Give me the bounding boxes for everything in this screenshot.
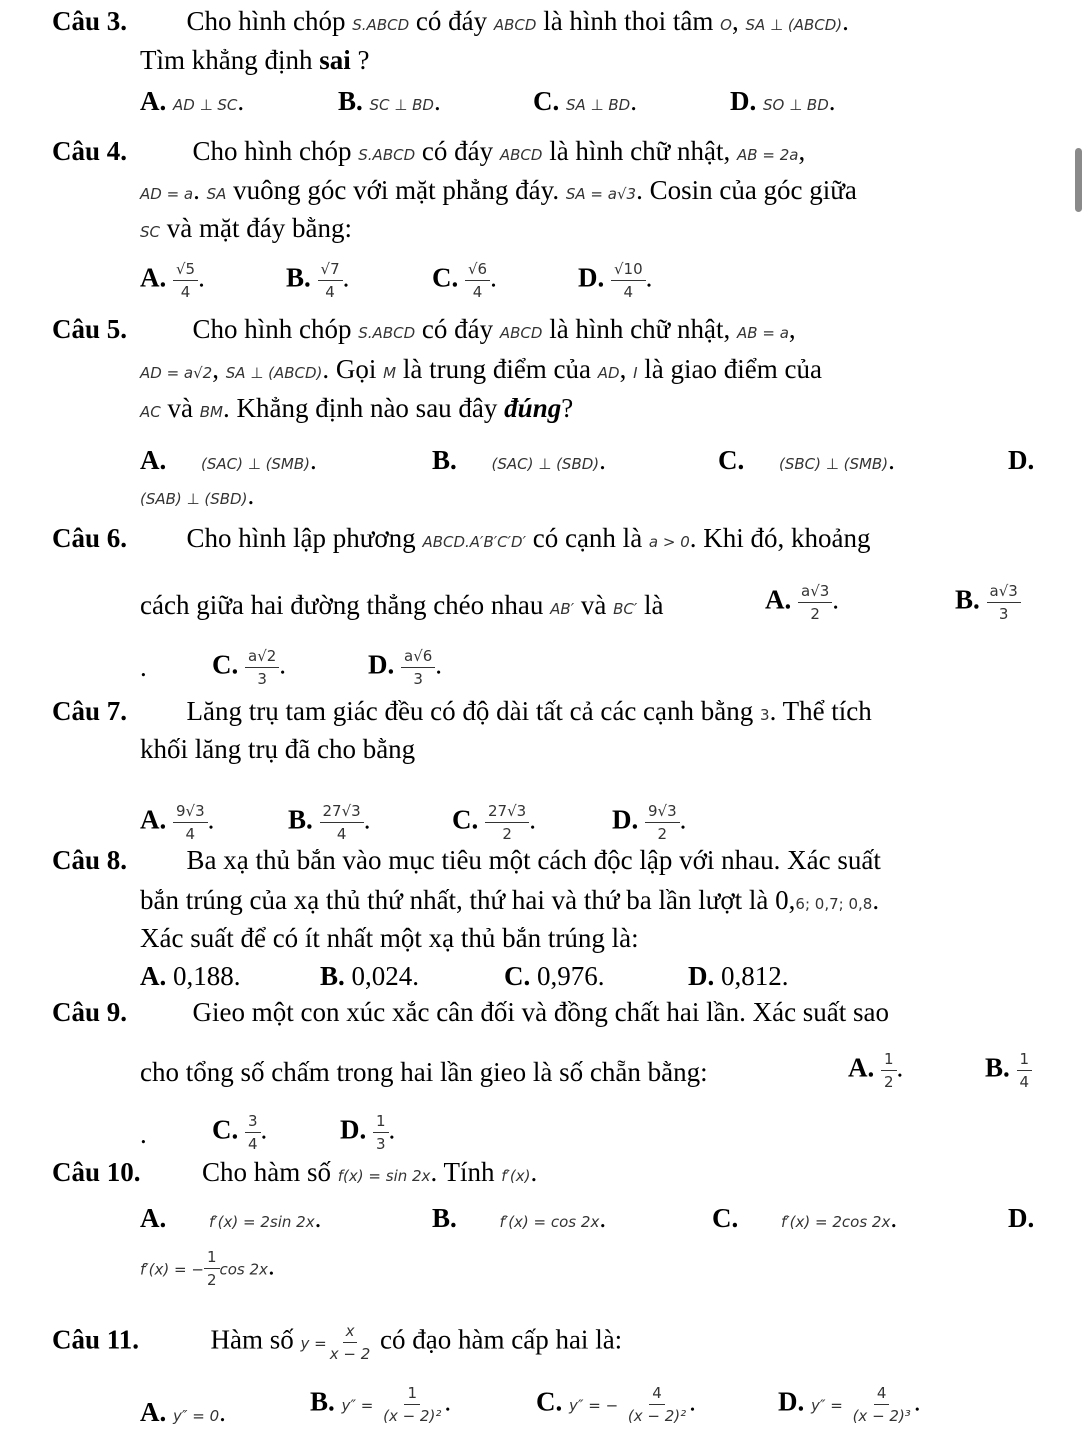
q7-d-n: 9√3 <box>645 800 680 823</box>
q9-a-d: 2 <box>884 1073 894 1091</box>
q6-b: B. <box>955 584 980 615</box>
q3-d: D. <box>730 86 757 116</box>
q5-t8: , <box>619 354 627 384</box>
q4-option-c[interactable]: C. $\frac{√6}{4}$ . <box>432 260 497 301</box>
q3-line2b: sai <box>319 45 351 75</box>
q6-m4: AB′ <box>550 600 575 618</box>
q8-t1: Ba xạ thủ bắn vào mục tiêu một cách độc lập với nhau. Xác suất <box>186 845 881 875</box>
q4-line2 <box>140 173 857 211</box>
q10-d-n: 1 <box>204 1246 220 1269</box>
q11-option-d[interactable]: D. y″ = $\frac{4}{\text{(x − 2)³}}$ . <box>778 1384 921 1425</box>
q9-line1 <box>52 995 889 1029</box>
q6-c: C. <box>212 649 239 680</box>
q5-line1 <box>52 312 796 350</box>
q4-a: A. <box>140 262 167 293</box>
q3-option-b[interactable]: B. SC ⊥ BD. <box>338 86 441 116</box>
q11-m1-n: x <box>343 1320 358 1343</box>
q4-line1 <box>52 134 805 172</box>
q5-line2 <box>140 352 822 390</box>
q6-a: A. <box>765 584 792 615</box>
fraction <box>1017 1048 1033 1093</box>
q8-a: A. <box>140 961 167 991</box>
scrollbar[interactable] <box>1075 148 1082 212</box>
q3-c: C. <box>533 86 560 116</box>
q5-t2: có đáy <box>421 314 494 344</box>
q11-d-n: 4 <box>874 1382 890 1405</box>
q11-t2: có đạo hàm cấp hai là: <box>380 1324 623 1355</box>
q5-m8: I <box>633 364 638 382</box>
q8-option-c[interactable] <box>504 959 605 993</box>
fraction <box>798 580 832 625</box>
q8-line3 <box>140 921 639 955</box>
q10-option-c[interactable]: C. f′(x) = 2cos 2x. <box>712 1203 898 1233</box>
q10-t3: . <box>530 1157 538 1187</box>
q4-t7: . Cosin của góc giữa <box>636 175 857 205</box>
q11-c: C. <box>536 1386 563 1417</box>
q4-m6: SA = a√3 <box>565 185 637 203</box>
q10-c: C. <box>712 1203 739 1233</box>
q9-label: Câu 9. <box>52 997 128 1027</box>
q8-d-v: 0,812. <box>721 961 789 991</box>
q10-a: A. <box>140 1203 167 1233</box>
q3-t5: . <box>842 6 849 36</box>
q7-t1: Lăng trụ tam giác đều có độ dài tất cả các cạnh bằng <box>186 696 754 726</box>
q11-m1-d: x − 2 <box>329 1345 371 1363</box>
q6-b-n: a√3 <box>987 580 1021 603</box>
q6-option-d[interactable]: D. $\frac{a√6}{3}$ . <box>368 647 443 688</box>
q6-option-a[interactable]: A. $\frac{a√3}{2}$ . <box>765 582 840 623</box>
q3-t3: là hình thoi tâm <box>543 6 714 36</box>
q11-c-m: y″ = − <box>569 1396 619 1415</box>
q6-d: D. <box>368 649 395 680</box>
q4-t1: Cho hình chóp <box>192 136 352 166</box>
q7-b-d: 4 <box>336 825 347 843</box>
fraction <box>245 645 279 690</box>
q8-t2: bắn trúng của xạ thủ thứ nhất, thứ hai và thứ ba lần lượt là 0, <box>140 885 796 915</box>
q11-b-d: (x − 2)² <box>383 1407 442 1425</box>
q6-t6: là <box>644 590 664 620</box>
q9-option-a[interactable]: A. $\frac{1}{2}$ . <box>848 1050 904 1091</box>
q6-c-n: a√2 <box>245 645 279 668</box>
fraction <box>173 258 198 303</box>
q7-d-d: 2 <box>657 825 668 843</box>
q3-m1: S.ABCD <box>352 16 410 34</box>
q3-t2: có đáy <box>415 6 488 36</box>
fraction <box>173 800 208 845</box>
q9-a: A. <box>848 1052 875 1083</box>
fraction <box>245 1110 261 1155</box>
q11-line1 <box>52 1320 622 1365</box>
q7-a-d: 4 <box>185 825 196 843</box>
q11-a: A. <box>140 1397 167 1427</box>
q11-c-d: (x − 2)² <box>627 1407 687 1425</box>
q5-option-b[interactable]: B. (SAC) ⊥ (SBD). <box>432 445 606 475</box>
q9-d-d: 3 <box>376 1135 386 1153</box>
q6-t1: Cho hình lập phương <box>186 523 416 553</box>
q7-option-d[interactable]: D. $\frac{9√3}{2}$ . <box>612 802 687 843</box>
q4-t8: và mặt đáy bằng: <box>166 213 352 243</box>
q4-c-d: 4 <box>472 283 483 301</box>
fraction <box>850 1382 914 1427</box>
q11-c-n: 4 <box>649 1382 665 1405</box>
q7-c-n: 27√3 <box>485 800 529 823</box>
q4-m2: ABCD <box>499 146 543 164</box>
q10-b: B. <box>432 1203 457 1233</box>
q10-m2: f′(x) <box>501 1167 531 1185</box>
q5-m1: S.ABCD <box>358 324 416 342</box>
q9-a-n: 1 <box>881 1048 897 1071</box>
q7-a-n: 9√3 <box>173 800 208 823</box>
q10-option-d-label[interactable] <box>1008 1201 1034 1235</box>
fraction <box>645 800 680 845</box>
q4-option-b[interactable]: B. $\frac{√7}{4}$ . <box>286 260 350 301</box>
q3-option-a[interactable]: A. AD ⊥ SC. <box>140 86 245 116</box>
q11-label: Câu 11. <box>52 1324 140 1355</box>
q9-option-b[interactable] <box>985 1048 1032 1093</box>
q5-c-m: (SBC) ⊥ (SMB) <box>779 455 889 473</box>
q8-m2: 6; 0,7; 0,8 <box>795 895 873 913</box>
q5-a: A. <box>140 445 167 475</box>
q5-t1: Cho hình chóp <box>192 314 352 344</box>
q5-t10: và <box>167 393 193 423</box>
q10-m1: f(x) = sin 2x <box>337 1167 431 1185</box>
q4-c: C. <box>432 262 459 293</box>
q11-a-m: y″ = 0 <box>173 1407 220 1425</box>
q7-option-c[interactable]: C. $\frac{27√3}{2}$ . <box>452 802 536 843</box>
q7-c-d: 2 <box>502 825 512 843</box>
q10-d-dd: 2 <box>206 1271 217 1289</box>
q4-c-n: √6 <box>465 258 490 281</box>
q6-option-c[interactable]: C. $\frac{a√2}{3}$ . <box>212 647 287 688</box>
q4-m7: SC <box>140 223 160 241</box>
q5-line3 <box>140 391 573 429</box>
q6-t4: cách giữa hai đường thẳng chéo nhau <box>140 590 544 620</box>
fraction <box>881 1048 897 1093</box>
q5-t12: đúng <box>504 393 562 423</box>
q5-b-m: (SAC) ⊥ (SBD) <box>491 455 600 473</box>
q4-option-d[interactable]: D. $\frac{√10}{4}$ . <box>578 260 653 301</box>
q5-m6: M <box>383 364 397 382</box>
q10-label: Câu 10. <box>52 1157 141 1187</box>
q7-t3: khối lăng trụ đã cho bằng <box>140 734 416 764</box>
q10-option-b[interactable]: B. f′(x) = cos 2x. <box>432 1203 607 1233</box>
q6-d-d: 3 <box>413 670 423 688</box>
q8-b-v: 0,024. <box>351 961 420 991</box>
q9-t1: Gieo một con xúc xắc cân đối và đồng chất hai lần. Xác suất sao <box>192 997 890 1027</box>
q6-option-b[interactable] <box>955 580 1021 625</box>
fraction <box>401 645 435 690</box>
q5-t6: . Gọi <box>322 354 377 384</box>
q5-m5: SA ⊥ (ABCD) <box>225 364 323 382</box>
q3-d-m: SO ⊥ BD <box>763 96 829 114</box>
q6-line2 <box>140 588 664 626</box>
q10-d: D. <box>1008 1203 1035 1233</box>
q3-line1 <box>52 4 849 42</box>
q3-line2c: ? <box>357 45 370 75</box>
q9-c: C. <box>212 1114 239 1145</box>
q5-a-m: (SAC) ⊥ (SMB) <box>201 455 311 473</box>
q5-t9: là giao điểm của <box>644 354 822 384</box>
q6-a-d: 2 <box>810 605 820 623</box>
q3-a: A. <box>140 86 167 116</box>
q3-option-d[interactable]: D. SO ⊥ BD. <box>730 86 836 116</box>
q5-m3: AB = a <box>737 324 789 342</box>
q8-option-d[interactable] <box>688 959 789 993</box>
q11-option-a[interactable]: A. y″ = 0. <box>140 1397 226 1427</box>
q9-d: D. <box>340 1114 367 1145</box>
q7-line2 <box>140 732 415 766</box>
fraction <box>320 800 364 845</box>
fraction <box>373 1110 389 1155</box>
q4-m4: AD = a <box>140 185 194 203</box>
q9-dot: . <box>140 1119 147 1149</box>
q6-dot: . <box>140 652 147 682</box>
q5-t11: . Khẳng định nào sau đây <box>222 393 498 423</box>
fraction <box>318 258 343 303</box>
q4-t4: , <box>798 136 806 166</box>
q4-d-n: √10 <box>611 258 646 281</box>
q9-t2: cho tổng số chấm trong hai lần gieo là số chẵn bằng: <box>140 1057 708 1087</box>
q8-c: C. <box>504 961 531 991</box>
q5-option-d-label[interactable] <box>1008 443 1034 477</box>
fraction <box>987 580 1021 625</box>
q3-line2 <box>140 43 369 77</box>
q4-b-n: √7 <box>318 258 343 281</box>
q10-line1 <box>52 1155 537 1193</box>
q6-t2: có cạnh là <box>532 523 643 553</box>
q9-option-c[interactable]: C. $\frac{3}{4}$ . <box>212 1112 268 1153</box>
q5-t5: , <box>212 354 219 384</box>
q7-option-b[interactable]: B. $\frac{27√3}{4}$ . <box>288 802 371 843</box>
q6-line1 <box>52 521 871 559</box>
fraction <box>625 1382 689 1427</box>
q9-c-d: 4 <box>248 1135 258 1153</box>
q7-m1: 3 <box>760 706 770 724</box>
fraction <box>204 1246 220 1291</box>
q4-m5: SA <box>206 185 227 203</box>
q7-d: D. <box>612 804 639 835</box>
q5-b: B. <box>432 445 457 475</box>
q6-t3: . Khi đó, khoảng <box>689 523 871 553</box>
q4-t5: . <box>193 175 200 205</box>
q4-d: D. <box>578 262 605 293</box>
q5-d: D. <box>1008 445 1035 475</box>
q3-c-m: SA ⊥ BD <box>566 96 631 114</box>
q10-a-m: f′(x) = 2sin 2x <box>209 1213 315 1231</box>
q3-m2: ABCD <box>493 16 537 34</box>
q8-t3: Xác suất để có ít nhất một xạ thủ bắn trúng là: <box>140 923 639 953</box>
q10-b-m: f′(x) = cos 2x <box>499 1213 600 1231</box>
q4-t2: có đáy <box>421 136 494 166</box>
q3-option-c[interactable]: C. SA ⊥ BD. <box>533 86 637 116</box>
q5-t7: là trung điểm của <box>402 354 592 384</box>
q5-d-m: (SAB) ⊥ (SBD) <box>140 490 248 508</box>
q11-option-b[interactable]: B. y″ = $\frac{1}{\text{(x − 2)²}}$ . <box>310 1384 452 1425</box>
q9-b-n: 1 <box>1017 1048 1033 1071</box>
q4-option-a[interactable]: A. $\frac{√5}{4}$ . <box>140 260 205 301</box>
fraction <box>327 1320 374 1365</box>
q9-line2 <box>140 1055 708 1089</box>
q6-d-n: a√6 <box>401 645 435 668</box>
q8-option-b[interactable] <box>320 959 419 993</box>
q7-a: A. <box>140 804 167 835</box>
q8-a-v: 0,188. <box>173 961 241 991</box>
q5-label: Câu 5. <box>52 314 128 344</box>
q10-t2: . Tính <box>430 1157 495 1187</box>
q11-t1: Hàm số <box>210 1324 294 1355</box>
q7-line1 <box>52 694 872 732</box>
q11-b: B. <box>310 1386 335 1417</box>
q11-m1: y = <box>300 1334 327 1353</box>
q5-t4: , <box>788 314 796 344</box>
q3-m4: SA ⊥ (ABCD) <box>745 16 843 34</box>
q7-c: C. <box>452 804 479 835</box>
q8-d: D. <box>688 961 715 991</box>
q11-b-m: y″ = <box>341 1396 374 1415</box>
q11-d-m: y″ = <box>811 1396 843 1415</box>
q6-b-d: 3 <box>998 605 1009 623</box>
q8-line2 <box>140 883 879 921</box>
q7-option-a[interactable]: A. $\frac{9√3}{4}$ . <box>140 802 215 843</box>
q5-option-a[interactable]: A. (SAC) ⊥ (SMB). <box>140 445 317 475</box>
q7-t2: . Thể tích <box>769 696 872 726</box>
q4-b: B. <box>286 262 311 293</box>
q11-d: D. <box>778 1386 805 1417</box>
q6-c-d: 3 <box>257 670 267 688</box>
q6-m2: a > 0 <box>648 533 690 551</box>
q3-a-m: AD ⊥ SC <box>173 96 238 114</box>
q4-m3: AB = 2a <box>737 146 799 164</box>
q7-label: Câu 7. <box>52 696 128 726</box>
q6-label: Câu 6. <box>52 523 128 553</box>
q11-b-n: 1 <box>404 1382 420 1405</box>
q10-option-d[interactable]: f′(x) = − $\frac{1}{2}$ cos 2x. <box>140 1248 275 1289</box>
q5-t3: là hình chữ nhật, <box>549 314 731 344</box>
q10-option-a[interactable]: A. f′(x) = 2sin 2x. <box>140 1203 322 1233</box>
q6-t5: và <box>580 590 607 620</box>
q9-b: B. <box>985 1052 1010 1083</box>
q5-m9: AC <box>140 403 161 421</box>
q8-t2b: . <box>872 885 880 915</box>
q3-b-m: SC ⊥ BD <box>369 96 434 114</box>
q5-m7: AD <box>597 364 620 382</box>
q7-b-n: 27√3 <box>320 800 364 823</box>
q7-b: B. <box>288 804 313 835</box>
q4-t6: vuông góc với mặt phẳng đáy. <box>233 175 560 205</box>
q6-m1: ABCD.A′B′C′D′ <box>422 533 526 551</box>
q3-label: Câu 3. <box>52 6 128 36</box>
q8-line1 <box>52 843 881 877</box>
fraction <box>611 258 646 303</box>
fraction <box>485 800 529 845</box>
fraction <box>380 1382 444 1427</box>
q9-d-n: 1 <box>373 1110 389 1133</box>
q5-t13: ? <box>561 393 574 423</box>
q9-b-d: 4 <box>1019 1073 1030 1091</box>
q10-d-m1: f′(x) = − <box>140 1260 204 1279</box>
q3-t1: Cho hình chóp <box>186 6 346 36</box>
q8-c-v: 0,976. <box>537 961 605 991</box>
q4-label: Câu 4. <box>52 136 128 166</box>
q8-option-a[interactable] <box>140 959 241 993</box>
q8-label: Câu 8. <box>52 845 128 875</box>
q4-a-d: 4 <box>180 283 191 301</box>
q9-option-d[interactable]: D. $\frac{1}{3}$ . <box>340 1112 396 1153</box>
q8-b: B. <box>320 961 345 991</box>
q5-m4: AD = a√2 <box>140 364 213 382</box>
q5-m2: ABCD <box>499 324 543 342</box>
q4-line3 <box>140 211 352 249</box>
q11-option-c[interactable]: C. y″ = − $\frac{4}{\text{(x − 2)²}}$ . <box>536 1384 696 1425</box>
q6-m5: BC′ <box>613 600 638 618</box>
q6-a-n: a√3 <box>798 580 832 603</box>
q4-m1: S.ABCD <box>358 146 416 164</box>
q11-d-d: (x − 2)³ <box>852 1407 911 1425</box>
q3-t4: , <box>731 6 739 36</box>
q10-t1: Cho hàm số <box>202 1157 332 1187</box>
q5-option-d[interactable]: (SAB) ⊥ (SBD). <box>140 480 255 510</box>
q3-b: B. <box>338 86 363 116</box>
q9-c-n: 3 <box>245 1110 261 1133</box>
q4-d-d: 4 <box>623 283 634 301</box>
q10-c-m: f′(x) = 2cos 2x <box>781 1213 891 1231</box>
q4-t3: là hình chữ nhật, <box>549 136 731 166</box>
q4-b-d: 4 <box>325 283 335 301</box>
q10-d-m2: cos 2x <box>219 1260 268 1279</box>
q3-m3: O <box>720 16 732 34</box>
q5-c: C. <box>718 445 745 475</box>
q4-a-n: √5 <box>173 258 198 281</box>
fraction <box>465 258 490 303</box>
q5-m10: BM <box>199 403 223 421</box>
q3-line2: Tìm khẳng định <box>140 45 313 75</box>
q5-option-c[interactable]: C. (SBC) ⊥ (SMB). <box>718 445 895 475</box>
